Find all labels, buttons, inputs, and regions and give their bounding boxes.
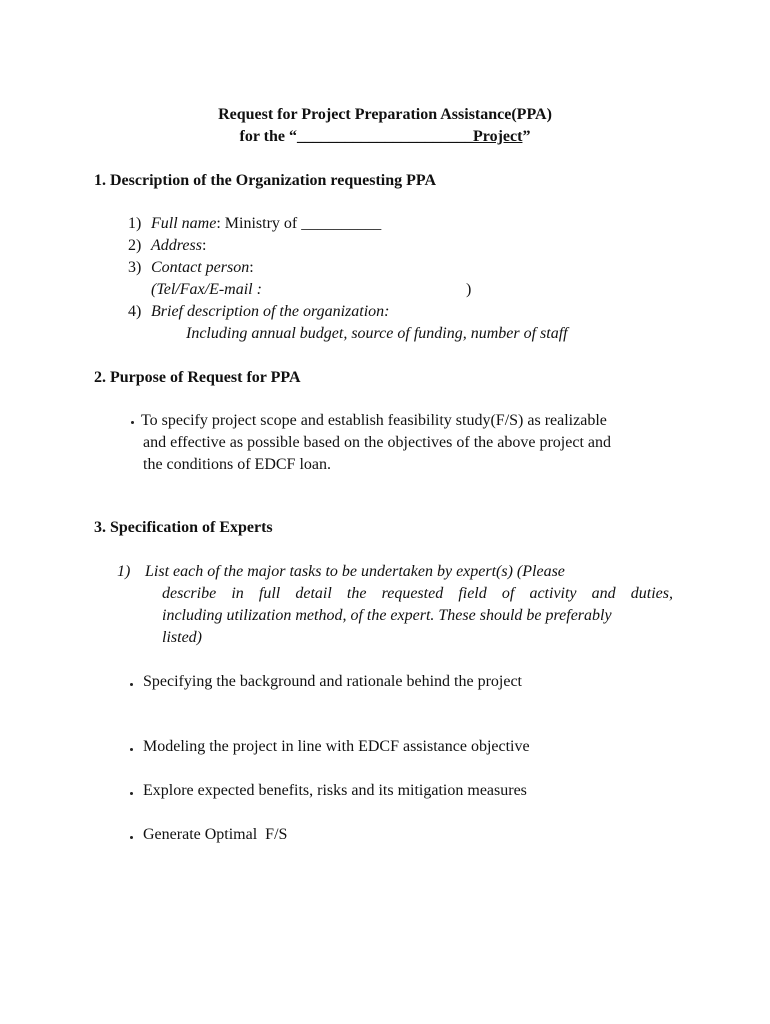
document-title bbox=[0, 104, 770, 126]
tel-fax-email-label: (Tel/Fax/E-mail : bbox=[151, 281, 262, 298]
section-1-heading: 1. Description of the Organization requesting PPA bbox=[94, 172, 437, 189]
experts-list-num: 1) bbox=[117, 563, 131, 580]
purpose-line-1: To specify project scope and establish feasibility study(F/S) as realizable bbox=[141, 412, 607, 429]
bullet-icon bbox=[130, 792, 133, 795]
document-subtitle bbox=[0, 126, 770, 148]
bullet-icon bbox=[130, 748, 133, 751]
list-num-3: 3) bbox=[128, 259, 142, 276]
contact-person-label: Contact person bbox=[151, 259, 250, 276]
experts-task-line-1 bbox=[145, 561, 673, 583]
list-num-4: 4) bbox=[128, 303, 142, 320]
experts-task-line-3: including utilization method, of the expert. These should be preferably bbox=[162, 607, 612, 624]
contact-person-colon: : bbox=[249, 259, 254, 276]
experts-task-line-4: listed) bbox=[162, 629, 202, 646]
bullet-icon bbox=[130, 836, 133, 839]
tel-fax-email-close-paren: ) bbox=[466, 281, 472, 298]
task-bullet-1: Specifying the background and rationale behind the project bbox=[143, 673, 522, 690]
task-bullet-2: Modeling the project in line with EDCF assistance objective bbox=[143, 738, 530, 755]
bullet-icon bbox=[131, 421, 134, 424]
address-colon: : bbox=[201, 237, 207, 254]
brief-description-note: Including annual budget, source of funding, number of staff bbox=[186, 325, 568, 342]
project-name-blank: ______________________Project bbox=[297, 128, 523, 145]
address-label: Address bbox=[151, 237, 202, 254]
experts-task-line-2: describe in full detail the requested field of activity and duties, bbox=[162, 585, 673, 602]
title-line-1: Request for Project Preparation Assistance(PPA) bbox=[218, 106, 552, 123]
section-2-heading: 2. Purpose of Request for PPA bbox=[94, 369, 301, 386]
section-3-heading: 3. Specification of Experts bbox=[94, 519, 273, 536]
full-name-value: : Ministry of __________ bbox=[216, 215, 382, 232]
full-name-label: Full name bbox=[151, 215, 217, 232]
bullet-icon bbox=[130, 683, 133, 686]
task-bullet-3: Explore expected benefits, risks and its mitigation measures bbox=[143, 782, 527, 799]
contact-person-field bbox=[151, 257, 254, 279]
experts-task-line-1-text: List each of the major tasks to be undertaken by expert(s) (Please bbox=[145, 563, 565, 580]
list-num-1: 1) bbox=[128, 215, 142, 232]
subtitle-prefix: for the “ bbox=[239, 128, 297, 145]
subtitle-suffix: ” bbox=[522, 128, 531, 145]
brief-description-label: Brief description of the organization: bbox=[151, 303, 390, 320]
task-bullet-4: Generate Optimal F/S bbox=[143, 826, 288, 843]
purpose-line-2: and effective as possible based on the objectives of the above project and bbox=[143, 434, 611, 451]
purpose-line-3: the conditions of EDCF loan. bbox=[143, 456, 331, 473]
list-num-2: 2) bbox=[128, 237, 142, 254]
full-name-field bbox=[151, 213, 381, 235]
address-field bbox=[151, 235, 206, 257]
